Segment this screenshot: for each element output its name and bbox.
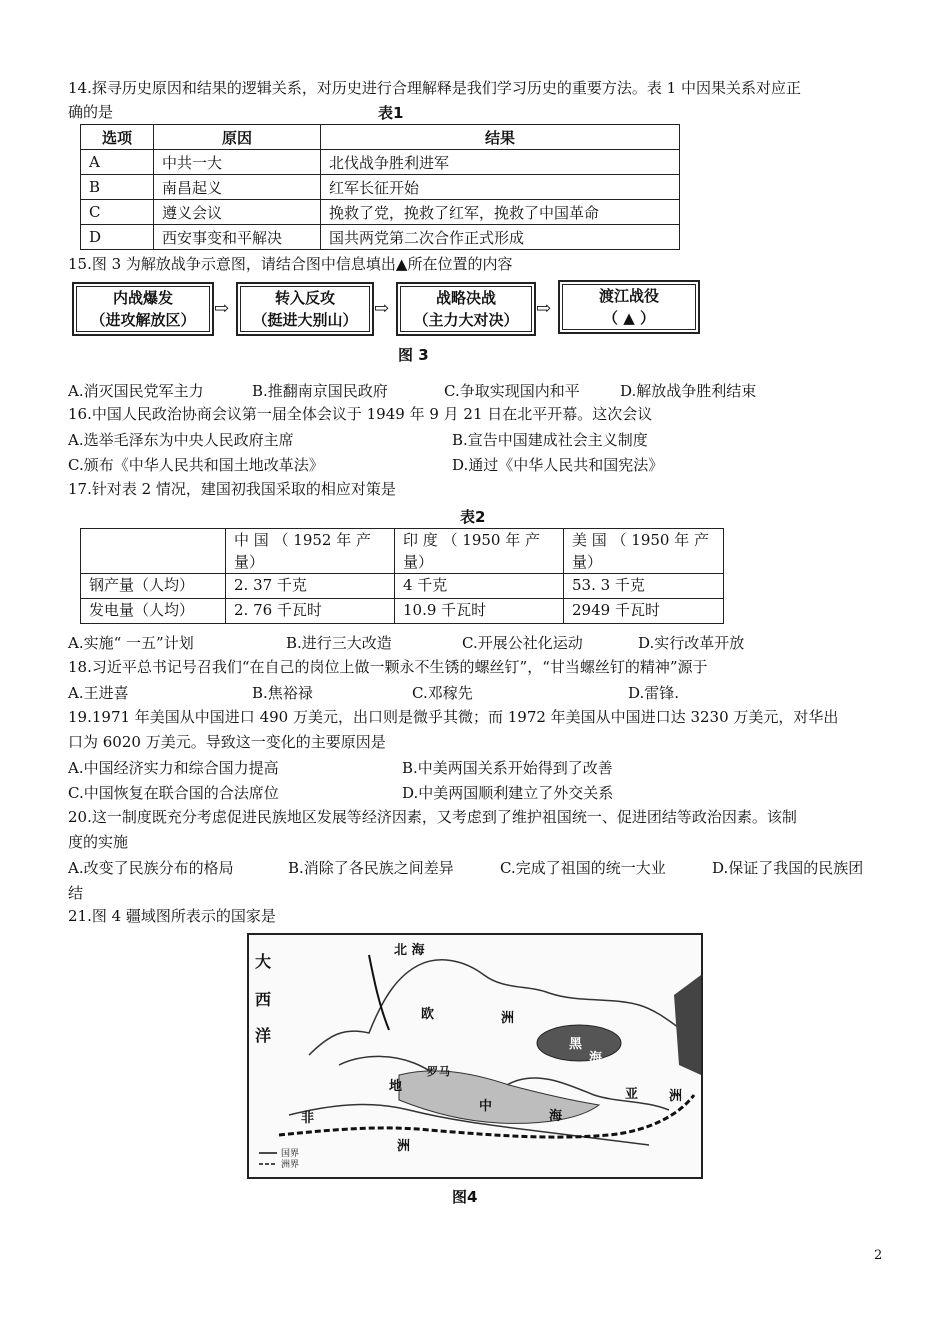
table1-cell: 中共一大	[154, 150, 321, 175]
table2-corner-cell	[81, 529, 226, 574]
table2-header-line: 量）	[234, 553, 265, 571]
q15-stem: 15.图 3 为解放战争示意图，请结合图中信息填出▲所在位置的内容	[68, 255, 513, 273]
table1-cell: 挽救了党，挽救了红军，挽救了中国革命	[321, 200, 680, 225]
flow-box-title: 渡江战役	[598, 287, 659, 305]
flow-box-sub: （主力大对决）	[413, 311, 519, 329]
map-label: 海	[589, 1051, 603, 1066]
flow-box-title: 内战爆发	[112, 289, 173, 307]
q20-option-d: D.保证了我国的民族团	[712, 859, 864, 877]
q16-option-b: B.宣告中国建成社会主义制度	[452, 431, 648, 449]
table2-cell: 2. 37 千克	[226, 574, 395, 599]
q18-option-d: D.雷锋.	[628, 684, 680, 702]
flow-box-4	[558, 280, 700, 334]
q15-option-d: D.解放战争胜利结束	[620, 382, 757, 400]
q19-option-b: B.中美两国关系开始得到了改善	[402, 759, 613, 777]
q20-option-d-tail: 结	[68, 884, 84, 902]
flow-arrow-icon: ⇨	[536, 298, 552, 319]
flow-box-title: 战略决战	[435, 289, 496, 307]
table1-cell: 西安事变和平解决	[154, 225, 321, 250]
flow-box-sub: （挺进大别山）	[252, 311, 358, 329]
q17-option-a: A.实施“ 一五”计划	[68, 634, 194, 652]
table-row	[81, 574, 724, 599]
table1-cell: 北伐战争胜利进军	[321, 150, 680, 175]
map-label: 洲	[397, 1139, 411, 1154]
map-label: 地	[389, 1079, 403, 1094]
table2-cell: 2. 76 千瓦时	[226, 599, 395, 624]
q16-option-d: D.通过《中华人民共和国宪法》	[452, 456, 664, 474]
map-label: 洲	[501, 1011, 515, 1026]
q19-option-a: A.中国经济实力和综合国力提高	[68, 759, 279, 777]
map-label: 海	[549, 1109, 563, 1124]
page-number: 2	[874, 1248, 883, 1263]
table2-cell: 53. 3 千克	[564, 574, 724, 599]
q16-option-c: C.颁布《中华人民共和国土地改革法》	[68, 456, 324, 474]
flow-box-1	[72, 282, 214, 336]
table2-header-china	[226, 529, 395, 574]
map-label: 中	[479, 1099, 493, 1114]
q20-stem-line1: 20.这一制度既充分考虑促进民族地区发展等经济因素，又考虑到了维护祖国统一、促进团结等政治因素。该制	[68, 808, 797, 826]
table1-cell: B	[81, 175, 154, 200]
map-label: 马	[439, 1065, 450, 1078]
table-row	[81, 225, 680, 250]
q17-option-d: D.实行改革开放	[638, 634, 745, 652]
q17-option-c: C.开展公社化运动	[462, 634, 583, 652]
table1-cell: 遵义会议	[154, 200, 321, 225]
map-drawing	[249, 935, 701, 1177]
q17-option-b: B.进行三大改造	[286, 634, 392, 652]
table-row	[81, 175, 680, 200]
map-legend-continent: 洲界	[281, 1160, 300, 1170]
q15-option-b: B.推翻南京国民政府	[252, 382, 388, 400]
table-row	[81, 200, 680, 225]
flow-box-3	[396, 282, 536, 336]
flow-box-sub: （进攻解放区）	[90, 311, 196, 329]
table1-cell: A	[81, 150, 154, 175]
table1-cell: C	[81, 200, 154, 225]
map-label: 罗	[427, 1065, 438, 1078]
q18-option-a: A.王进喜	[68, 684, 129, 702]
table2-header-line: 印 度 （ 1950 年 产	[403, 531, 541, 549]
table2-header-line: 美 国 （ 1950 年 产	[572, 531, 710, 549]
table1-header-option: 选项	[81, 125, 154, 150]
table1-cell: D	[81, 225, 154, 250]
table1-cell: 南昌起义	[154, 175, 321, 200]
q16-stem: 16.中国人民政治协商会议第一届全体会议于 1949 年 9 月 21 日在北平开幕。这次会议	[68, 405, 653, 423]
table1-header-row	[81, 125, 680, 150]
table1	[80, 124, 680, 250]
table1-header-result: 结果	[321, 125, 680, 150]
flow-arrow-icon: ⇨	[214, 298, 230, 319]
table2	[80, 528, 724, 624]
table-row	[81, 599, 724, 624]
table2-cell: 发电量（人均）	[81, 599, 226, 624]
q20-option-c: C.完成了祖国的统一大业	[500, 859, 666, 877]
map-label: 大	[255, 952, 272, 971]
q19-option-c: C.中国恢复在联合国的合法席位	[68, 784, 279, 802]
figure4-caption: 图4	[452, 1188, 478, 1206]
table2-header-row	[81, 529, 724, 574]
map-label: 非	[301, 1111, 315, 1126]
q19-stem-line2: 口为 6020 万美元。导致这一变化的主要原因是	[68, 733, 386, 751]
q19-option-d: D.中美两国顺利建立了外交关系	[402, 784, 614, 802]
table2-caption: 表2	[460, 508, 486, 526]
table2-cell: 4 千克	[395, 574, 564, 599]
table2-header-india	[395, 529, 564, 574]
table2-cell: 10.9 千瓦时	[395, 599, 564, 624]
flow-box-title: 转入反攻	[274, 289, 335, 307]
map-legend-border: 国界	[281, 1149, 300, 1159]
table2-header-line: 量）	[572, 553, 603, 571]
flow-box-2	[236, 282, 374, 336]
map-label: 亚	[625, 1087, 639, 1102]
map-label: 北 海	[394, 943, 425, 958]
table1-caption: 表1	[378, 104, 404, 122]
q21-stem: 21.图 4 疆域图所表示的国家是	[68, 907, 276, 925]
map-label: 黑	[569, 1037, 583, 1052]
q18-option-b: B.焦裕禄	[252, 684, 313, 702]
table2-cell: 钢产量（人均）	[81, 574, 226, 599]
table2-header-line: 量）	[403, 553, 434, 571]
q20-option-a: A.改变了民族分布的格局	[68, 859, 234, 877]
map-label: 西	[255, 990, 272, 1009]
figure4-map	[247, 933, 703, 1179]
q18-stem: 18.习近平总书记号召我们“在自己的岗位上做一颗永不生锈的螺丝钉”，“甘当螺丝钉的精神”源于	[68, 658, 708, 676]
table2-header-line: 中 国 （ 1952 年 产	[234, 531, 372, 549]
table-row	[81, 150, 680, 175]
table1-cell: 国共两党第二次合作正式形成	[321, 225, 680, 250]
map-label: 欧	[421, 1007, 435, 1022]
q14-stem-line2: 确的是	[68, 103, 114, 121]
figure3-caption: 图 3	[398, 346, 429, 364]
table1-header-cause: 原因	[154, 125, 321, 150]
q14-stem-line1: 14.探寻历史原因和结果的逻辑关系，对历史进行合理解释是我们学习历史的重要方法。表 1 中因果关系对应正	[68, 79, 801, 97]
q17-stem: 17.针对表 2 情况，建国初我国采取的相应对策是	[68, 480, 396, 498]
flow-box-sub: （ ▲ ）	[603, 309, 655, 327]
q20-stem-line2: 度的实施	[68, 833, 129, 851]
q18-option-c: C.邓稼先	[412, 684, 473, 702]
q20-option-b: B.消除了各民族之间差异	[288, 859, 454, 877]
map-label: 洋	[255, 1026, 272, 1045]
table2-header-usa	[564, 529, 724, 574]
table1-cell: 红军长征开始	[321, 175, 680, 200]
table2-cell: 2949 千瓦时	[564, 599, 724, 624]
map-label: 洲	[669, 1089, 683, 1104]
q19-stem-line1: 19.1971 年美国从中国进口 490 万美元，出口则是微乎其微；而 1972 年美国从中国进口达 3230 万美元，对华出	[68, 708, 839, 726]
q15-option-c: C.争取实现国内和平	[444, 382, 580, 400]
q15-option-a: A.消灭国民党军主力	[68, 382, 204, 400]
q16-option-a: A.选举毛泽东为中央人民政府主席	[68, 431, 294, 449]
flow-arrow-icon: ⇨	[374, 298, 390, 319]
